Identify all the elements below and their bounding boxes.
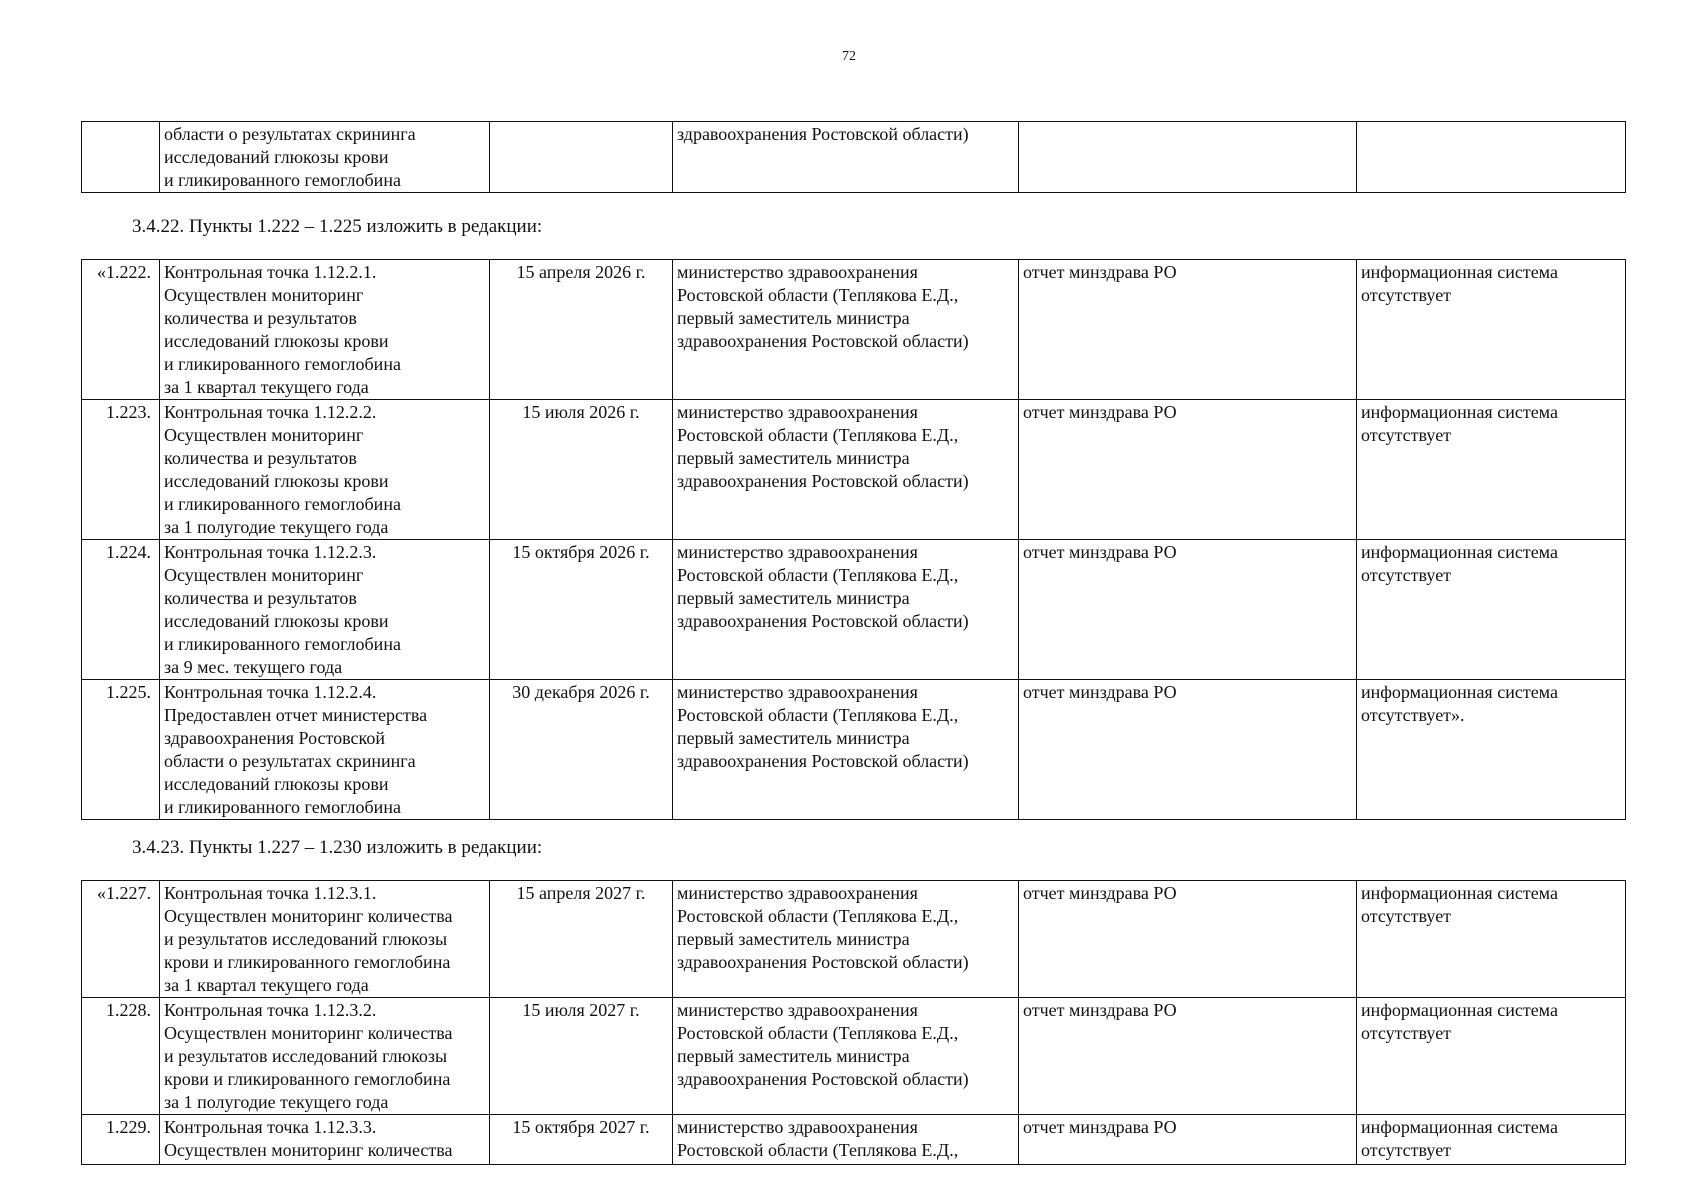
- table-row: [82, 1115, 1626, 1165]
- document-cell: отчет минздрава РО: [1019, 540, 1357, 680]
- table-row: [82, 998, 1626, 1115]
- information-system-cell: информационная система отсутствует: [1357, 998, 1626, 1115]
- document-cell: отчет минздрава РО: [1019, 400, 1357, 540]
- description-cell: Контрольная точка 1.12.2.4. Предоставлен отчет министерства здравоохранения Ростовской области о результатах скрининга исследований глюкозы крови и гликированного гемоглобина: [160, 680, 490, 820]
- information-system-cell: информационная система отсутствует: [1357, 400, 1626, 540]
- date-cell: 15 октября 2026 г.: [490, 540, 673, 680]
- responsible-cell: министерство здравоохранения Ростовской области (Теплякова Е.Д., первый заместитель министра здравоохранения Ростовской области): [673, 260, 1019, 400]
- responsible-cell: министерство здравоохранения Ростовской области (Теплякова Е.Д., первый заместитель министра здравоохранения Ростовской области): [673, 998, 1019, 1115]
- date-cell: 15 июля 2027 г.: [490, 998, 673, 1115]
- information-system-cell: информационная система отсутствует: [1357, 881, 1626, 998]
- information-system-cell: информационная система отсутствует: [1357, 1115, 1626, 1165]
- description-cell: Контрольная точка 1.12.2.1. Осуществлен мониторинг количества и результатов исследований глюкозы крови и гликированного гемоглобина за 1 квартал текущего года: [160, 260, 490, 400]
- description-cell: Контрольная точка 1.12.3.2. Осуществлен мониторинг количества и результатов исследований глюкозы крови и гликированного гемоглобина за 1 полугодие текущего года: [160, 998, 490, 1115]
- document-cell: отчет минздрава РО: [1019, 260, 1357, 400]
- responsible-cell: министерство здравоохранения Ростовской области (Теплякова Е.Д., первый заместитель министра здравоохранения Ростовской области): [673, 400, 1019, 540]
- document-cell: отчет минздрава РО: [1019, 1115, 1357, 1165]
- section-heading: 3.4.22. Пункты 1.222 – 1.225 изложить в редакции:: [132, 216, 543, 237]
- date-cell: 15 апреля 2026 г.: [490, 260, 673, 400]
- table-row: [82, 881, 1626, 998]
- table-row: [82, 260, 1626, 400]
- table-row: [82, 540, 1626, 680]
- responsible-cell: здравоохранения Ростовской области): [673, 122, 1019, 193]
- table-row: [82, 122, 1626, 193]
- responsible-cell: министерство здравоохранения Ростовской области (Теплякова Е.Д., первый заместитель министра здравоохранения Ростовской области): [673, 881, 1019, 998]
- information-system-cell: информационная система отсутствует: [1357, 260, 1626, 400]
- description-cell: области о результатах скрининга исследований глюкозы крови и гликированного гемоглобина: [160, 122, 490, 193]
- description-cell: Контрольная точка 1.12.2.2. Осуществлен мониторинг количества и результатов исследований глюкозы крови и гликированного гемоглобина за 1 полугодие текущего года: [160, 400, 490, 540]
- information-system-cell: [1357, 122, 1626, 193]
- document-cell: отчет минздрава РО: [1019, 998, 1357, 1115]
- document-cell: отчет минздрава РО: [1019, 680, 1357, 820]
- row-number-cell: 1.228.: [82, 998, 160, 1115]
- page-number: 72: [842, 49, 856, 64]
- row-number-cell: «1.227.: [82, 881, 160, 998]
- row-number-cell: 1.223.: [82, 400, 160, 540]
- responsible-cell: министерство здравоохранения Ростовской области (Теплякова Е.Д., первый заместитель министра здравоохранения Ростовской области): [673, 540, 1019, 680]
- date-cell: 30 декабря 2026 г.: [490, 680, 673, 820]
- row-number-cell: 1.229.: [82, 1115, 160, 1165]
- table-row: [82, 680, 1626, 820]
- date-cell: 15 апреля 2027 г.: [490, 881, 673, 998]
- date-cell: 15 июля 2026 г.: [490, 400, 673, 540]
- responsible-cell: министерство здравоохранения Ростовской области (Теплякова Е.Д.,: [673, 1115, 1019, 1165]
- control-points-table: [81, 259, 1626, 820]
- section-heading: 3.4.23. Пункты 1.227 – 1.230 изложить в редакции:: [132, 837, 543, 858]
- description-cell: Контрольная точка 1.12.2.3. Осуществлен мониторинг количества и результатов исследований глюкозы крови и гликированного гемоглобина за 9 мес. текущего года: [160, 540, 490, 680]
- row-number-cell: 1.224.: [82, 540, 160, 680]
- description-cell: Контрольная точка 1.12.3.1. Осуществлен мониторинг количества и результатов исследований глюкозы крови и гликированного гемоглобина за 1 квартал текущего года: [160, 881, 490, 998]
- row-number-cell: 1.225.: [82, 680, 160, 820]
- document-cell: отчет минздрава РО: [1019, 881, 1357, 998]
- continuation-table: [81, 121, 1626, 193]
- row-number-cell: [82, 122, 160, 193]
- information-system-cell: информационная система отсутствует: [1357, 540, 1626, 680]
- description-cell: Контрольная точка 1.12.3.3. Осуществлен мониторинг количества: [160, 1115, 490, 1165]
- control-points-table: [81, 880, 1626, 1165]
- responsible-cell: министерство здравоохранения Ростовской области (Теплякова Е.Д., первый заместитель министра здравоохранения Ростовской области): [673, 680, 1019, 820]
- row-number-cell: «1.222.: [82, 260, 160, 400]
- table-row: [82, 400, 1626, 540]
- date-cell: 15 октября 2027 г.: [490, 1115, 673, 1165]
- information-system-cell: информационная система отсутствует».: [1357, 680, 1626, 820]
- date-cell: [490, 122, 673, 193]
- document-cell: [1019, 122, 1357, 193]
